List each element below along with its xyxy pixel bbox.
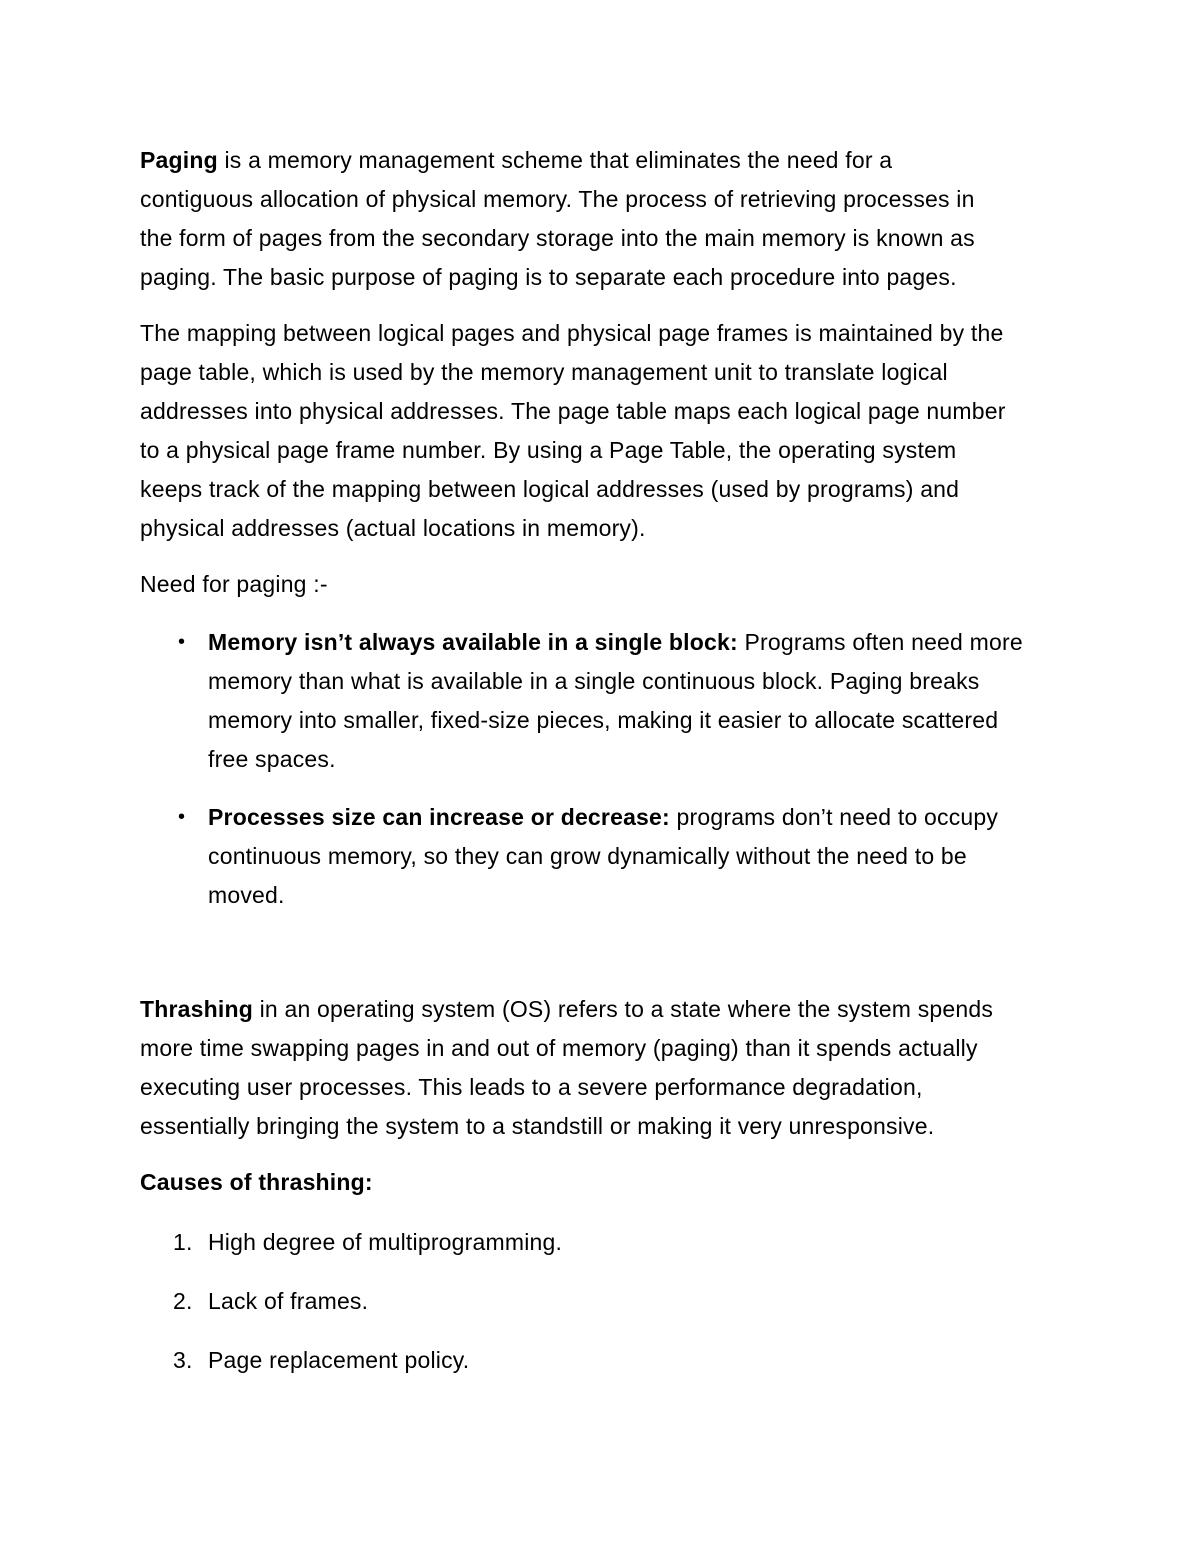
paragraph-thrashing: [140, 990, 993, 1146]
text-line: the form of pages from the secondary storage into the main memory is known as: [140, 225, 975, 251]
text-line: [140, 141, 975, 180]
text-line: more time swapping pages in and out of memory (paging) than it spends actually: [140, 1035, 978, 1061]
blank-line: [140, 934, 1160, 973]
text-line: memory than what is available in a single continuous block. Paging breaks: [208, 668, 980, 694]
bold-term-paging: Paging: [140, 147, 218, 173]
list-number: 1.: [173, 1229, 193, 1255]
text-line: The mapping between logical pages and physical page frames is maintained by the: [140, 320, 1004, 346]
text-line: [208, 798, 998, 837]
need-for-paging-heading: [140, 565, 328, 604]
text-line: to a physical page frame number. By using a Page Table, the operating system: [140, 437, 957, 463]
text-run: in an operating system (OS) refers to a state where the system spends: [252, 996, 994, 1022]
text-line: Page replacement policy.: [208, 1347, 470, 1373]
text-line: Need for paging :-: [140, 571, 328, 597]
paragraph-paging-intro: [140, 141, 975, 297]
list-item: [140, 1282, 368, 1321]
text-line: paging. The basic purpose of paging is to separate each procedure into pages.: [140, 264, 957, 290]
list-number: 3.: [173, 1347, 193, 1373]
bullet-marker: •: [178, 631, 186, 653]
bold-term-thrashing: Thrashing: [140, 996, 253, 1022]
text-line: continuous memory, so they can grow dynamically without the need to be: [208, 843, 967, 869]
bold-lead: Processes size can increase or decrease:: [208, 804, 670, 830]
bullet-item-memory-block: [140, 623, 1023, 779]
text-line: free spaces.: [208, 746, 336, 772]
list-item: [140, 1223, 562, 1262]
text-run: programs don’t need to occupy: [669, 804, 999, 830]
text-run: Programs often need more: [737, 629, 1023, 655]
list-number: 2.: [173, 1288, 193, 1314]
text-line: executing user processes. This leads to a severe performance degradation,: [140, 1074, 923, 1100]
text-line: Causes of thrashing:: [140, 1169, 373, 1195]
text-line: memory into smaller, fixed-size pieces, making it easier to allocate scattered: [208, 707, 999, 733]
text-line: [140, 990, 993, 1029]
document-body: [140, 141, 1160, 1400]
text-line: essentially bringing the system to a standstill or making it very unresponsive.: [140, 1113, 935, 1139]
paragraph-page-table: [140, 314, 1006, 548]
list-item: [140, 1341, 469, 1380]
text-line: page table, which is used by the memory management unit to translate logical: [140, 359, 948, 385]
text-line: Lack of frames.: [208, 1288, 369, 1314]
text-line: contiguous allocation of physical memory. The process of retrieving processes in: [140, 186, 975, 212]
text-line: addresses into physical addresses. The page table maps each logical page number: [140, 398, 1006, 424]
bullet-body: [208, 623, 1023, 779]
text-run: is a memory management scheme that eliminates the need for a: [217, 147, 893, 173]
text-line: [208, 623, 1023, 662]
text-line: physical addresses (actual locations in memory).: [140, 515, 646, 541]
bullet-item-process-size: [140, 798, 998, 915]
text-line: moved.: [208, 882, 285, 908]
text-line: keeps track of the mapping between logical addresses (used by programs) and: [140, 476, 960, 502]
bullet-marker: •: [178, 806, 186, 828]
causes-of-thrashing-heading: [140, 1163, 373, 1202]
bold-lead: Memory isn’t always available in a single block:: [208, 629, 738, 655]
bullet-body: [208, 798, 998, 915]
text-line: High degree of multiprogramming.: [208, 1229, 563, 1255]
